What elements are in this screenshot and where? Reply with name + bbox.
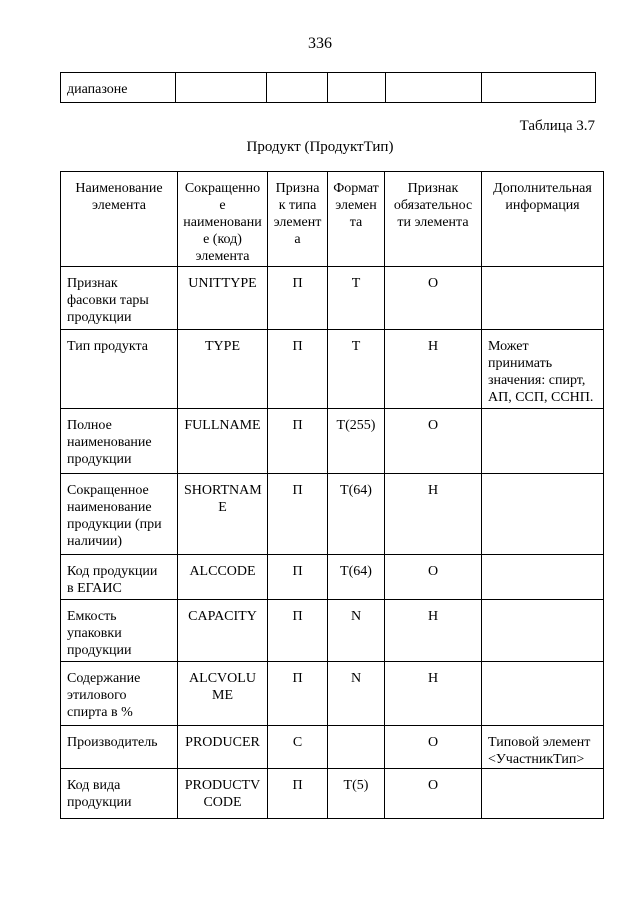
table-header-row bbox=[61, 172, 604, 267]
cell-name: диапазоне bbox=[61, 73, 176, 103]
cell-name: Тип продукта bbox=[61, 330, 178, 409]
cell-name: Сокращенное наименование продукции (при наличии) bbox=[61, 474, 178, 555]
cell-required: Н bbox=[385, 474, 482, 555]
cell-format: Т(64) bbox=[328, 555, 385, 600]
header-name: Наименование элемента bbox=[61, 172, 178, 267]
cell-info bbox=[482, 769, 604, 819]
header-format: Формат элемен та bbox=[328, 172, 385, 267]
cell-name: Код вида продукции bbox=[61, 769, 178, 819]
product-table bbox=[60, 171, 604, 819]
cell-info: Может принимать значения: спирт, АП, ССП, ССНП. bbox=[482, 330, 604, 409]
cell-info bbox=[482, 600, 604, 662]
cell-name: Содержание этилового спирта в % bbox=[61, 662, 178, 726]
cell-format: Т bbox=[328, 330, 385, 409]
cell-required: Н bbox=[385, 330, 482, 409]
cell-type: П bbox=[268, 555, 328, 600]
cell-required: О bbox=[385, 555, 482, 600]
cell-code: TYPE bbox=[178, 330, 268, 409]
cell-type: П bbox=[268, 409, 328, 474]
cell-type: П bbox=[268, 474, 328, 555]
cell-type: П bbox=[268, 600, 328, 662]
cell-required: Н bbox=[385, 662, 482, 726]
cell-info bbox=[482, 474, 604, 555]
cell-code: SHORTNAM E bbox=[178, 474, 268, 555]
cell-code: ALCCODE bbox=[178, 555, 268, 600]
cell-code: ALCVOLU ME bbox=[178, 662, 268, 726]
cell-name: Код продукции в ЕГАИС bbox=[61, 555, 178, 600]
cell-info bbox=[482, 409, 604, 474]
cell-name: Признак фасовки тары продукции bbox=[61, 267, 178, 330]
table-number: Таблица 3.7 bbox=[519, 118, 595, 134]
cell-format: N bbox=[328, 600, 385, 662]
cell-code: FULLNAME bbox=[178, 409, 268, 474]
table-row bbox=[61, 330, 604, 409]
cell-info bbox=[482, 267, 604, 330]
cell-format: Т bbox=[328, 267, 385, 330]
table-row bbox=[61, 769, 604, 819]
table-row bbox=[61, 73, 596, 103]
cell-required bbox=[386, 73, 482, 103]
table-row bbox=[61, 600, 604, 662]
cell-format: Т(255) bbox=[328, 409, 385, 474]
cell-required: Н bbox=[385, 600, 482, 662]
header-code: Сокращенно е наименовани е (код) элемента bbox=[178, 172, 268, 267]
table-row bbox=[61, 474, 604, 555]
cell-type: П bbox=[268, 769, 328, 819]
cell-format bbox=[328, 73, 386, 103]
cell-format: N bbox=[328, 662, 385, 726]
table-row bbox=[61, 662, 604, 726]
cell-code: UNITTYPE bbox=[178, 267, 268, 330]
cell-format: Т(64) bbox=[328, 474, 385, 555]
header-info: Дополнительная информация bbox=[482, 172, 604, 267]
cell-required: О bbox=[385, 409, 482, 474]
cell-name: Полное наименование продукции bbox=[61, 409, 178, 474]
cell-info bbox=[482, 662, 604, 726]
cell-name: Производитель bbox=[61, 726, 178, 769]
cell-code: PRODUCER bbox=[178, 726, 268, 769]
cell-code: CAPACITY bbox=[178, 600, 268, 662]
cell-type: П bbox=[268, 267, 328, 330]
cell-code bbox=[176, 73, 267, 103]
table-row bbox=[61, 555, 604, 600]
cell-info bbox=[482, 555, 604, 600]
cell-type: П bbox=[268, 330, 328, 409]
table-row bbox=[61, 726, 604, 769]
cell-name: Емкость упаковки продукции bbox=[61, 600, 178, 662]
cell-type: С bbox=[268, 726, 328, 769]
table-row bbox=[61, 409, 604, 474]
cell-required: О bbox=[385, 769, 482, 819]
cell-type bbox=[267, 73, 328, 103]
cell-format bbox=[328, 726, 385, 769]
cell-required: О bbox=[385, 267, 482, 330]
cell-info: Типовой элемент <УчастникТип> bbox=[482, 726, 604, 769]
table-row bbox=[61, 267, 604, 330]
cell-format: Т(5) bbox=[328, 769, 385, 819]
header-type: Призна к типа элемент а bbox=[268, 172, 328, 267]
header-required: Признак обязательнос ти элемента bbox=[385, 172, 482, 267]
cell-code: PRODUCTV CODE bbox=[178, 769, 268, 819]
cell-required: О bbox=[385, 726, 482, 769]
cell-info bbox=[482, 73, 596, 103]
table-title: Продукт (ПродуктТип) bbox=[246, 139, 394, 155]
continued-table-row bbox=[60, 72, 596, 103]
page-number: 336 bbox=[308, 35, 332, 52]
cell-type: П bbox=[268, 662, 328, 726]
